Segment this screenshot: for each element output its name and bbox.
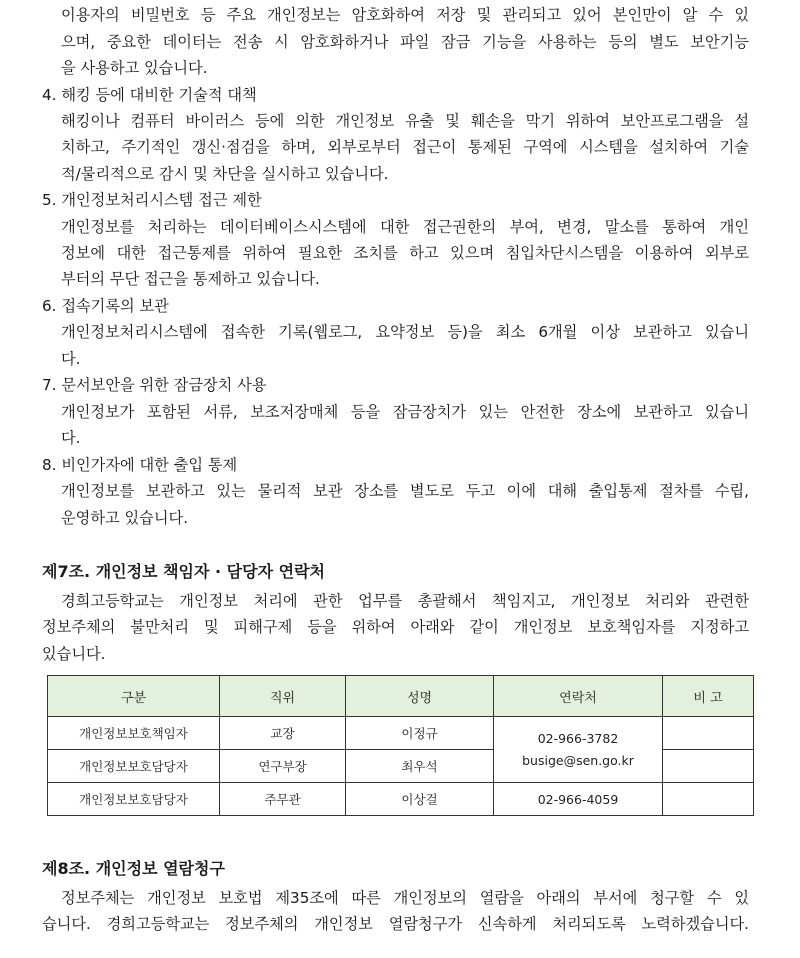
header-position: 직위: [220, 676, 346, 717]
table-header-row: [48, 676, 754, 717]
paragraph-line: 있습니다.: [42, 645, 106, 663]
item-heading-4: 4. 해킹 등에 대비한 기술적 대책: [42, 86, 257, 104]
paragraph-line: 다.: [61, 429, 81, 447]
paragraph-line: 개인정보를 보관하고 있는 물리적 보관 장소를 별도로 두고 이에 대해 출입통제 절차를 수립,: [61, 482, 749, 500]
contact-phone: 02-966-3782: [537, 730, 619, 746]
item-heading-7: 7. 문서보안을 위한 잠금장치 사용: [42, 376, 267, 394]
paragraph-line: 정보에 대한 접근통제를 위하여 필요한 조치를 하고 있으며 침입차단시스템을 이용하여 외부로: [61, 244, 749, 262]
table-row: [48, 783, 754, 816]
paragraph-line: 적/물리적으로 감시 및 차단을 실시하고 있습니다.: [61, 165, 389, 183]
header-name: 성명: [346, 676, 494, 717]
paragraph-line: 정보주체는 개인정보 보호법 제35조에 따른 개인정보의 열람을 아래의 부서에 청구할 수 있: [61, 889, 749, 907]
paragraph-line: 운영하고 있습니다.: [61, 509, 189, 527]
paragraph-line: 다.: [61, 350, 81, 368]
cell-name: 이정규: [346, 717, 494, 750]
cell-name: 이상걸: [346, 783, 494, 816]
paragraph-line: 이용자의 비밀번호 등 주요 개인정보는 암호화하여 저장 및 관리되고 있어 본인만이 알 수 있: [61, 6, 749, 24]
contact-email: busige@sen.go.kr: [522, 752, 634, 768]
paragraph-line: 개인정보처리시스템에 접속한 기록(웹로그, 요약정보 등)을 최소 6개월 이상 보관하고 있습니: [61, 323, 749, 341]
cell-name: 최우석: [346, 750, 494, 783]
paragraph-line: 치하고, 주기적인 갱신·점검을 하며, 외부로부터 접근이 통제된 구역에 시스템을 설치하여 기술: [61, 138, 749, 156]
cell-category: 개인정보보호담당자: [48, 783, 220, 816]
header-note: 비 고: [663, 676, 754, 717]
header-category: 구분: [48, 676, 220, 717]
cell-contact: 02-966-4059: [494, 783, 663, 816]
table-row: [48, 717, 754, 750]
paragraph-line: 으며, 중요한 데이터는 전송 시 암호화하거나 파일 잠금 기능을 사용하는 등의 별도 보안기능: [61, 33, 749, 51]
paragraph-line: 개인정보를 처리하는 데이터베이스시스템에 대한 접근권한의 부여, 변경, 말소를 통하여 개인: [61, 218, 749, 236]
cell-position: 교장: [220, 717, 346, 750]
paragraph-line: 습니다. 경희고등학교는 정보주체의 개인정보 열람청구가 신속하게 처리되도록 노력하겠습니다.: [42, 915, 749, 933]
cell-position: 주무관: [220, 783, 346, 816]
item-heading-6: 6. 접속기록의 보관: [42, 297, 169, 315]
cell-note: [663, 750, 754, 783]
paragraph-line: 부터의 무단 접근을 통제하고 있습니다.: [61, 270, 320, 288]
item-heading-5: 5. 개인정보처리시스템 접근 제한: [42, 191, 262, 209]
cell-note: [663, 717, 754, 750]
cell-note: [663, 783, 754, 816]
paragraph-line: 해킹이나 컴퓨터 바이러스 등에 의한 개인정보 유출 및 훼손을 막기 위하여 보안프로그램을 설: [61, 112, 749, 130]
article-8-title: 제8조. 개인정보 열람청구: [42, 859, 225, 878]
contact-table: [47, 675, 753, 818]
item-heading-8: 8. 비인가자에 대한 출입 통제: [42, 456, 238, 474]
article-7-title: 제7조. 개인정보 책임자 · 담당자 연락처: [42, 562, 325, 581]
cell-position: 연구부장: [220, 750, 346, 783]
cell-contact-shared: [494, 717, 663, 783]
paragraph-line: 정보주체의 불만처리 및 피해구제 등을 위하여 아래와 같이 개인정보 보호책임자를 지정하고: [42, 618, 749, 636]
paragraph-line: 개인정보가 포함된 서류, 보조저장매체 등을 잠금장치가 있는 안전한 장소에 보관하고 있습니: [61, 403, 749, 421]
paragraph-line: 경희고등학교는 개인정보 처리에 관한 업무를 총괄해서 책임지고, 개인정보 처리와 관련한: [61, 592, 749, 610]
cell-category: 개인정보보호책임자: [48, 717, 220, 750]
header-contact: 연락처: [494, 676, 663, 717]
cell-category: 개인정보보호담당자: [48, 750, 220, 783]
paragraph-line: 을 사용하고 있습니다.: [61, 59, 208, 77]
